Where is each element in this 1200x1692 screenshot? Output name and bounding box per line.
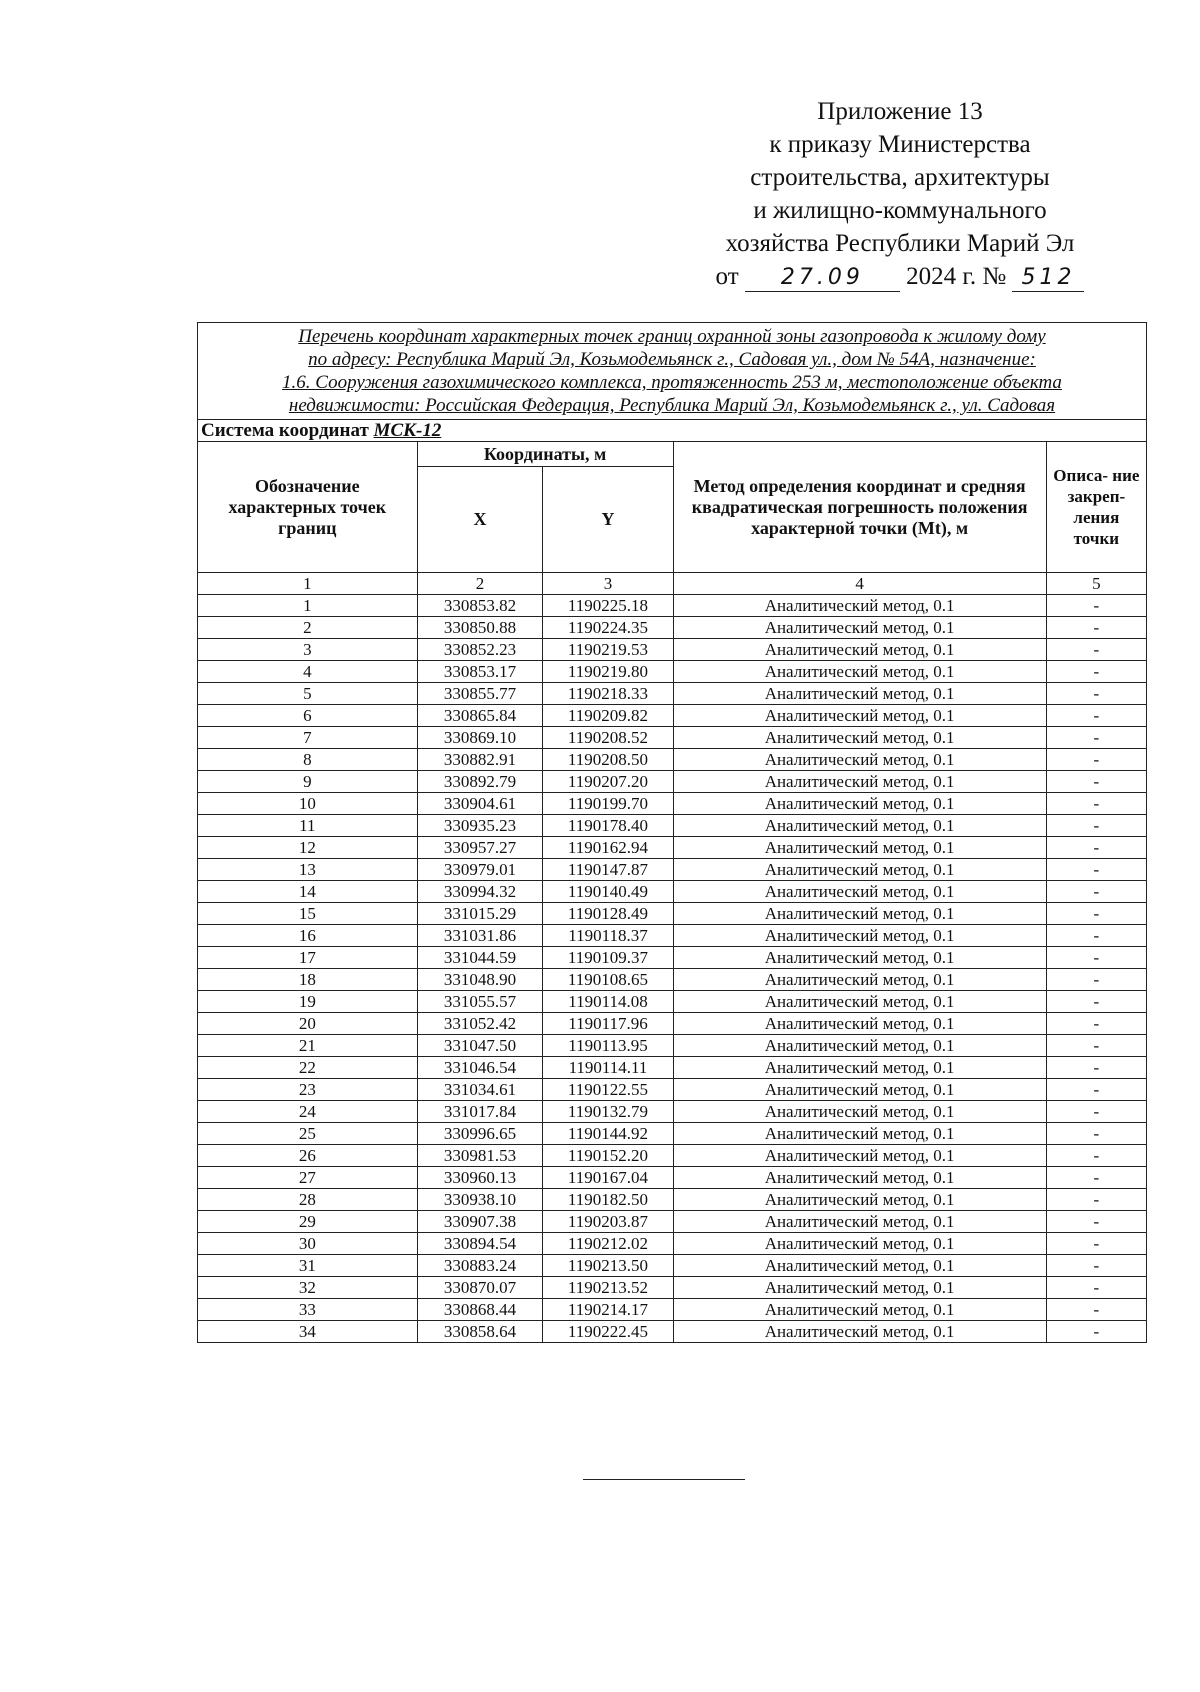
description: -: [1046, 1145, 1146, 1167]
method: Аналитический метод, 0.1: [673, 617, 1046, 639]
coord-y: 1190209.82: [543, 705, 673, 727]
method: Аналитический метод, 0.1: [673, 1167, 1046, 1189]
point-number: 15: [198, 903, 418, 925]
coord-y: 1190214.17: [543, 1299, 673, 1321]
description: -: [1046, 1057, 1146, 1079]
point-number: 23: [198, 1079, 418, 1101]
table-row: [198, 705, 1147, 727]
table-row: [198, 903, 1147, 925]
coord-y: 1190178.40: [543, 815, 673, 837]
table-row: [198, 771, 1147, 793]
table-row: [198, 617, 1147, 639]
table-row: [198, 815, 1147, 837]
description: -: [1046, 925, 1146, 947]
method: Аналитический метод, 0.1: [673, 1189, 1046, 1211]
description: -: [1046, 1123, 1146, 1145]
point-number: 18: [198, 969, 418, 991]
description: -: [1046, 1013, 1146, 1035]
ministry-line-3: хозяйства Республики Марий Эл: [725, 230, 1075, 257]
coord-x: 330852.23: [417, 639, 543, 661]
point-number: 28: [198, 1189, 418, 1211]
table-row: [198, 727, 1147, 749]
appendix-header: [660, 95, 1140, 293]
method: Аналитический метод, 0.1: [673, 881, 1046, 903]
method: Аналитический метод, 0.1: [673, 837, 1046, 859]
coord-y: 1190118.37: [543, 925, 673, 947]
coord-y: 1190114.08: [543, 991, 673, 1013]
table-row: [198, 595, 1147, 617]
coord-x: 330858.64: [417, 1321, 543, 1343]
point-number: 31: [198, 1255, 418, 1277]
coord-y: 1190208.52: [543, 727, 673, 749]
method: Аналитический метод, 0.1: [673, 1079, 1046, 1101]
column-index-row: [198, 573, 1147, 595]
point-number: 16: [198, 925, 418, 947]
description: -: [1046, 771, 1146, 793]
description: -: [1046, 1101, 1146, 1123]
order-year-label: 2024 г. №: [906, 263, 1007, 290]
description: -: [1046, 815, 1146, 837]
coordinate-system-label: Система координат: [201, 420, 369, 441]
point-number: 3: [198, 639, 418, 661]
point-number: 5: [198, 683, 418, 705]
coord-x: 330855.77: [417, 683, 543, 705]
coord-x: 331055.57: [417, 991, 543, 1013]
order-number-handwritten: 512: [1012, 265, 1084, 292]
order-date-handwritten: 27.09: [745, 265, 900, 292]
table-row: [198, 1035, 1147, 1057]
coordinate-system-value: МСК-12: [373, 420, 442, 441]
column-index: 1: [198, 573, 418, 595]
table-row: [198, 1013, 1147, 1035]
table-row: [198, 1189, 1147, 1211]
coord-y: 1190132.79: [543, 1101, 673, 1123]
point-number: 27: [198, 1167, 418, 1189]
method: Аналитический метод, 0.1: [673, 1277, 1046, 1299]
point-number: 17: [198, 947, 418, 969]
coord-y: 1190108.65: [543, 969, 673, 991]
table-row: [198, 947, 1147, 969]
description: -: [1046, 991, 1146, 1013]
method: Аналитический метод, 0.1: [673, 661, 1046, 683]
end-divider: [583, 1479, 745, 1480]
table-row: [198, 1123, 1147, 1145]
coord-x: 331034.61: [417, 1079, 543, 1101]
point-number: 7: [198, 727, 418, 749]
method: Аналитический метод, 0.1: [673, 727, 1046, 749]
coord-y: 1190147.87: [543, 859, 673, 881]
coord-y: 1190167.04: [543, 1167, 673, 1189]
coord-y: 1190182.50: [543, 1189, 673, 1211]
point-number: 30: [198, 1233, 418, 1255]
table-row: [198, 1299, 1147, 1321]
point-number: 29: [198, 1211, 418, 1233]
method: Аналитический метод, 0.1: [673, 1233, 1046, 1255]
description: -: [1046, 837, 1146, 859]
description: -: [1046, 1299, 1146, 1321]
description: -: [1046, 683, 1146, 705]
table-title-line-3: 1.6. Сооружения газохимического комплекса, протяженность 253 м, местоположение объекта: [282, 372, 1062, 393]
table-row: [198, 793, 1147, 815]
header-method: Метод определения координат и средняя квадратическая погрешность положения характерной точки (Mt), м: [673, 442, 1046, 573]
description: -: [1046, 727, 1146, 749]
method: Аналитический метод, 0.1: [673, 1013, 1046, 1035]
coord-y: 1190152.20: [543, 1145, 673, 1167]
point-number: 21: [198, 1035, 418, 1057]
description: -: [1046, 1079, 1146, 1101]
method: Аналитический метод, 0.1: [673, 1321, 1046, 1343]
header-point: Обозначение характерных точек границ: [198, 442, 418, 573]
table-row: [198, 881, 1147, 903]
column-index: 2: [417, 573, 543, 595]
table-row: [198, 991, 1147, 1013]
coord-y: 1190219.80: [543, 661, 673, 683]
coord-x: 330894.54: [417, 1233, 543, 1255]
method: Аналитический метод, 0.1: [673, 1211, 1046, 1233]
coord-y: 1190208.50: [543, 749, 673, 771]
description: -: [1046, 639, 1146, 661]
method: Аналитический метод, 0.1: [673, 683, 1046, 705]
coord-y: 1190128.49: [543, 903, 673, 925]
coord-x: 330853.82: [417, 595, 543, 617]
table-row: [198, 1079, 1147, 1101]
coord-x: 330882.91: [417, 749, 543, 771]
point-number: 19: [198, 991, 418, 1013]
coordinates-table: [197, 322, 1147, 1343]
coord-y: 1190207.20: [543, 771, 673, 793]
coord-y: 1190114.11: [543, 1057, 673, 1079]
coord-x: 331052.42: [417, 1013, 543, 1035]
description: -: [1046, 903, 1146, 925]
table-row: [198, 1211, 1147, 1233]
method: Аналитический метод, 0.1: [673, 903, 1046, 925]
method: Аналитический метод, 0.1: [673, 815, 1046, 837]
coord-x: 330865.84: [417, 705, 543, 727]
coord-y: 1190140.49: [543, 881, 673, 903]
coord-x: 331017.84: [417, 1101, 543, 1123]
coord-y: 1190117.96: [543, 1013, 673, 1035]
point-number: 10: [198, 793, 418, 815]
point-number: 20: [198, 1013, 418, 1035]
coord-x: 331015.29: [417, 903, 543, 925]
header-x: X: [417, 467, 543, 573]
method: Аналитический метод, 0.1: [673, 1057, 1046, 1079]
ministry-line-1: строительства, архитектуры: [750, 164, 1050, 191]
point-number: 9: [198, 771, 418, 793]
coord-x: 330938.10: [417, 1189, 543, 1211]
order-ref-line: к приказу Министерства: [769, 131, 1031, 158]
point-number: 25: [198, 1123, 418, 1145]
point-number: 11: [198, 815, 418, 837]
coord-x: 330853.17: [417, 661, 543, 683]
description: -: [1046, 1255, 1146, 1277]
table-row: [198, 683, 1147, 705]
method: Аналитический метод, 0.1: [673, 793, 1046, 815]
description: -: [1046, 1035, 1146, 1057]
table-row: [198, 1233, 1147, 1255]
point-number: 2: [198, 617, 418, 639]
coord-x: 330981.53: [417, 1145, 543, 1167]
method: Аналитический метод, 0.1: [673, 925, 1046, 947]
coord-y: 1190213.50: [543, 1255, 673, 1277]
coord-x: 331046.54: [417, 1057, 543, 1079]
point-number: 13: [198, 859, 418, 881]
point-number: 4: [198, 661, 418, 683]
coord-y: 1190113.95: [543, 1035, 673, 1057]
point-number: 32: [198, 1277, 418, 1299]
point-number: 8: [198, 749, 418, 771]
method: Аналитический метод, 0.1: [673, 1255, 1046, 1277]
table-title-line-2: по адресу: Республика Марий Эл, Козьмодемьянск г., Садовая ул., дом № 54А, назначение:: [308, 349, 1036, 370]
description: -: [1046, 617, 1146, 639]
coord-x: 330979.01: [417, 859, 543, 881]
coord-y: 1190224.35: [543, 617, 673, 639]
method: Аналитический метод, 0.1: [673, 1299, 1046, 1321]
point-number: 1: [198, 595, 418, 617]
description: -: [1046, 595, 1146, 617]
ministry-line-2: и жилищно-коммунального: [753, 197, 1047, 224]
column-index: 5: [1046, 573, 1146, 595]
table-row: [198, 1167, 1147, 1189]
method: Аналитический метод, 0.1: [673, 991, 1046, 1013]
coord-y: 1190109.37: [543, 947, 673, 969]
coord-x: 330996.65: [417, 1123, 543, 1145]
description: -: [1046, 1233, 1146, 1255]
coord-y: 1190162.94: [543, 837, 673, 859]
table-row: [198, 639, 1147, 661]
description: -: [1046, 947, 1146, 969]
coord-x: 330883.24: [417, 1255, 543, 1277]
coord-x: 331047.50: [417, 1035, 543, 1057]
appendix-title: Приложение 13: [817, 98, 983, 125]
description: -: [1046, 969, 1146, 991]
coord-y: 1190218.33: [543, 683, 673, 705]
method: Аналитический метод, 0.1: [673, 969, 1046, 991]
coord-x: 331048.90: [417, 969, 543, 991]
method: Аналитический метод, 0.1: [673, 595, 1046, 617]
coordinate-system-row: [198, 420, 1147, 442]
method: Аналитический метод, 0.1: [673, 771, 1046, 793]
coord-x: 330935.23: [417, 815, 543, 837]
method: Аналитический метод, 0.1: [673, 705, 1046, 727]
header-coordinates: Координаты, м: [417, 442, 673, 467]
table-row: [198, 969, 1147, 991]
table-row: [198, 925, 1147, 947]
coord-y: 1190213.52: [543, 1277, 673, 1299]
point-number: 24: [198, 1101, 418, 1123]
coord-y: 1190199.70: [543, 793, 673, 815]
coord-y: 1190144.92: [543, 1123, 673, 1145]
table-title-line-1: Перечень координат характерных точек границ охранной зоны газопровода к жилому дому: [298, 326, 1046, 347]
table-title-line-4: недвижимости: Российская Федерация, Республика Марий Эл, Козьмодемьянск г., ул. Садовая: [288, 395, 1056, 416]
point-number: 14: [198, 881, 418, 903]
table-row: [198, 661, 1147, 683]
coord-y: 1190222.45: [543, 1321, 673, 1343]
coord-x: 330892.79: [417, 771, 543, 793]
column-index: 4: [673, 573, 1046, 595]
point-number: 26: [198, 1145, 418, 1167]
table-row: [198, 749, 1147, 771]
header-description: Описа- ние закреп- ления точки: [1046, 442, 1146, 573]
coord-y: 1190203.87: [543, 1211, 673, 1233]
coord-x: 330869.10: [417, 727, 543, 749]
coord-x: 331031.86: [417, 925, 543, 947]
coord-y: 1190212.02: [543, 1233, 673, 1255]
coord-y: 1190225.18: [543, 595, 673, 617]
method: Аналитический метод, 0.1: [673, 1123, 1046, 1145]
column-index: 3: [543, 573, 673, 595]
table-rows: [198, 595, 1147, 1343]
description: -: [1046, 1189, 1146, 1211]
coord-x: 330868.44: [417, 1299, 543, 1321]
table-row: [198, 1255, 1147, 1277]
point-number: 6: [198, 705, 418, 727]
table-row: [198, 837, 1147, 859]
table-row: [198, 1101, 1147, 1123]
point-number: 12: [198, 837, 418, 859]
coord-x: 330957.27: [417, 837, 543, 859]
coord-y: 1190122.55: [543, 1079, 673, 1101]
description: -: [1046, 749, 1146, 771]
description: -: [1046, 1211, 1146, 1233]
coord-x: 330904.61: [417, 793, 543, 815]
table-row: [198, 1057, 1147, 1079]
point-number: 22: [198, 1057, 418, 1079]
coord-x: 330850.88: [417, 617, 543, 639]
coord-x: 331044.59: [417, 947, 543, 969]
point-number: 34: [198, 1321, 418, 1343]
coord-x: 330870.07: [417, 1277, 543, 1299]
description: -: [1046, 1167, 1146, 1189]
description: -: [1046, 859, 1146, 881]
description: -: [1046, 793, 1146, 815]
description: -: [1046, 1277, 1146, 1299]
method: Аналитический метод, 0.1: [673, 947, 1046, 969]
description: -: [1046, 705, 1146, 727]
coord-x: 330994.32: [417, 881, 543, 903]
table-row: [198, 859, 1147, 881]
method: Аналитический метод, 0.1: [673, 749, 1046, 771]
method: Аналитический метод, 0.1: [673, 859, 1046, 881]
description: -: [1046, 1321, 1146, 1343]
table-row: [198, 1321, 1147, 1343]
method: Аналитический метод, 0.1: [673, 1101, 1046, 1123]
point-number: 33: [198, 1299, 418, 1321]
coord-y: 1190219.53: [543, 639, 673, 661]
method: Аналитический метод, 0.1: [673, 639, 1046, 661]
from-label: от: [715, 263, 739, 290]
description: -: [1046, 661, 1146, 683]
method: Аналитический метод, 0.1: [673, 1035, 1046, 1057]
coord-x: 330907.38: [417, 1211, 543, 1233]
description: -: [1046, 881, 1146, 903]
table-row: [198, 1277, 1147, 1299]
table-row: [198, 1145, 1147, 1167]
coord-x: 330960.13: [417, 1167, 543, 1189]
header-y: Y: [543, 467, 673, 573]
order-date-line: [660, 260, 1140, 293]
method: Аналитический метод, 0.1: [673, 1145, 1046, 1167]
table-title: [198, 323, 1147, 420]
